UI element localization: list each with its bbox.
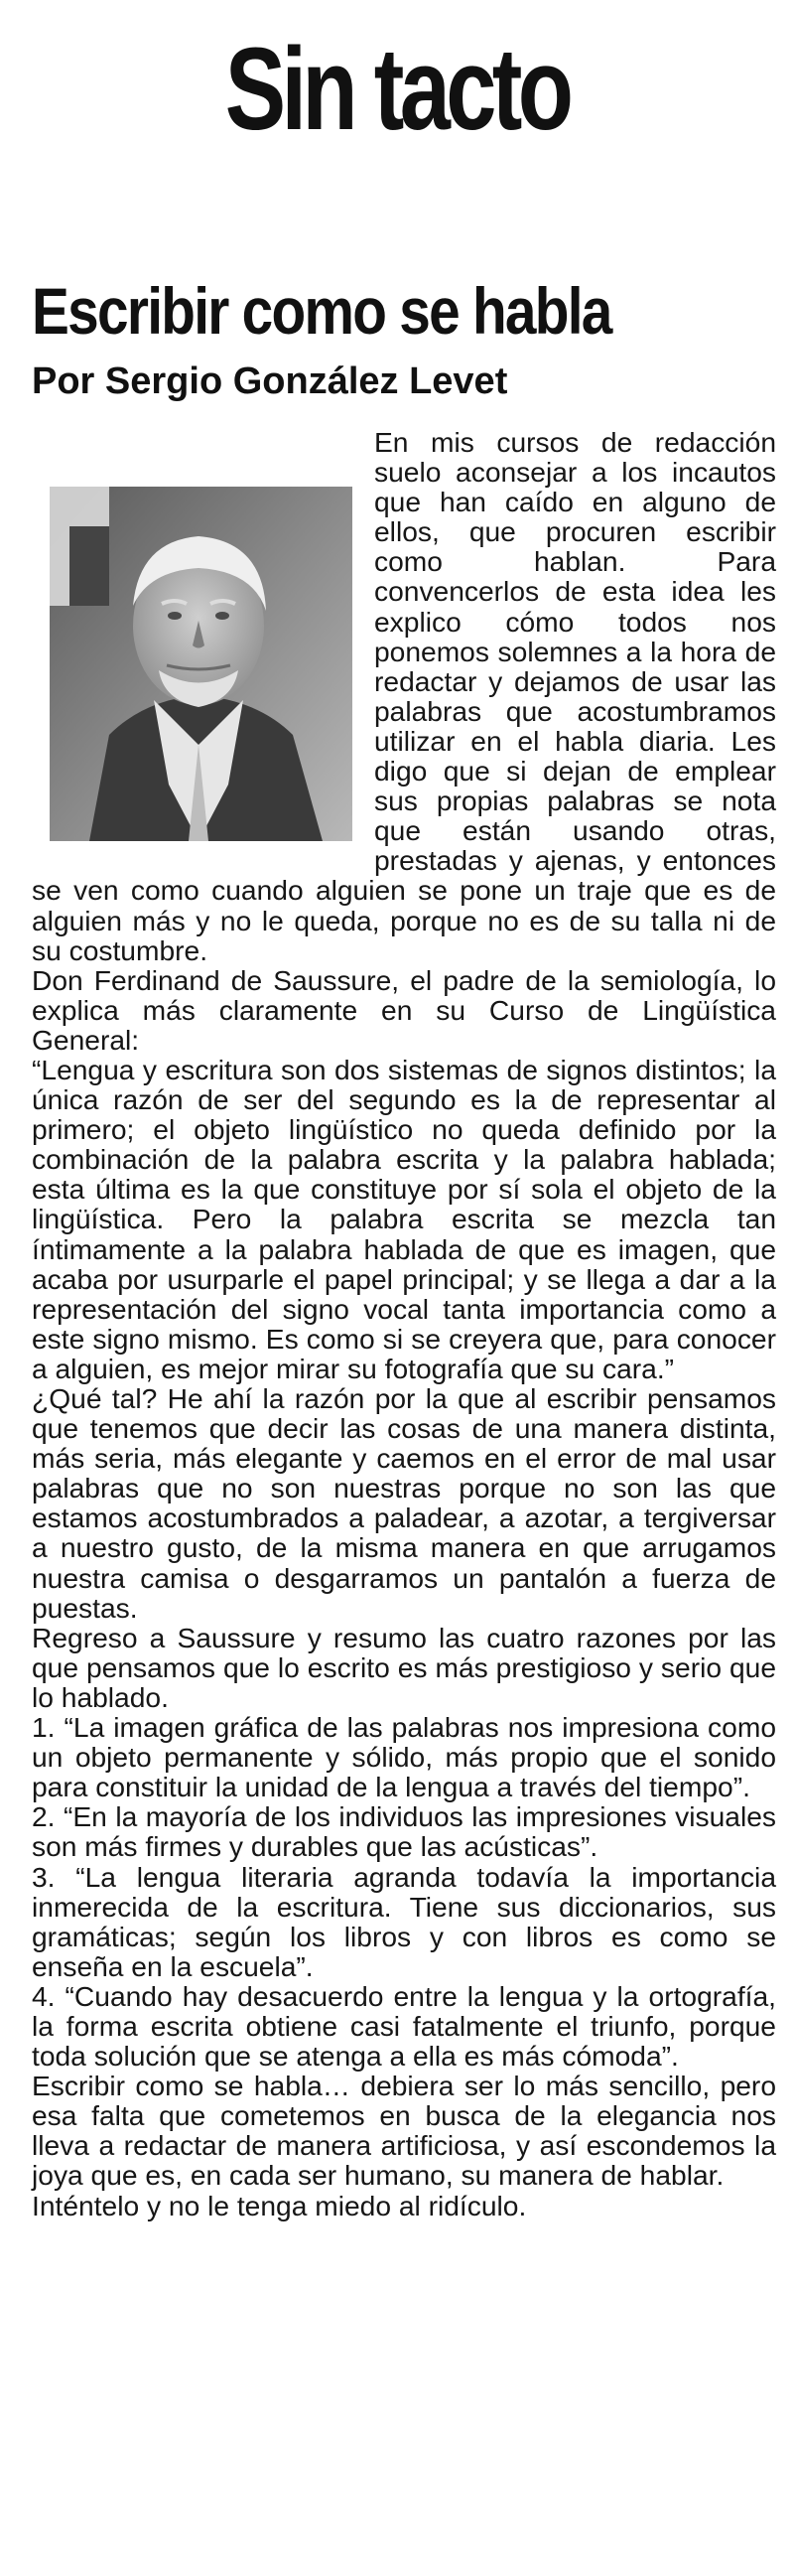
column-title: Sin tacto [224,24,570,155]
article-paragraph: En mis cursos de redacción suelo aconsejar a los incautos que han caído en alguno de ellos, que procuren escribir como hablan. Para convencerlos de esta idea les explico cómo todos nos ponemos solemnes a la hora de redactar y dejamos de usar las palabras que acostumbramos utilizar en el habla diaria. Les digo que si dejan de emplear sus propias palabras se nota que están usando otras, prestadas y ajenas, y entonces se ven como cuando alguien se pone un traje que es de alguien más y no le queda, porque no es de su talla ni de su costumbre. [32,426,776,966]
article-paragraph: 4. “Cuando hay desacuerdo entre la lengua y la ortografía, la forma escrita obtiene casi fatalmente el triunfo, porque toda solución que se atenga a ella es más cómoda”. [32,1979,776,2073]
article-paragraph: 3. “La lengua literaria agranda todavía la importancia inmerecida de la escritura. Tiene sus diccionarios, sus gramáticas; según los libros y con libros es como se enseña en la escuela”. [32,1860,776,1982]
article-headline: Escribir como se habla [32,274,611,348]
article-paragraph: Inténtelo y no le tenga miedo al ridículo. [32,2189,527,2221]
article-paragraph: 2. “En la mayoría de los individuos las impresiones visuales son más firmes y durables que las acústicas”. [32,1800,776,1863]
article-byline: Por Sergio González Levet [32,360,508,402]
article-paragraph: Regreso a Saussure y resumo las cuatro razones por las que pensamos que lo escrito es más prestigioso y serio que lo hablado. [32,1621,776,1713]
article-paragraph: 1. “La imagen gráfica de las palabras nos impresiona como un objeto permanente y sólido, más propio que el sonido para constituir la unidad de la lengua a través del tiempo”. [32,1711,776,1803]
article-paragraph: Don Ferdinand de Saussure, el padre de la semiología, lo explica más claramente en su Curso de Lingüística General: [32,963,776,1056]
article-paragraph: “Lengua y escritura son dos sistemas de signos distintos; la única razón de ser del segundo es la de representar al primero; el objeto lingüístico no queda definido por la combinación de la palabra escrita y la palabra hablada; esta última es la que constituye por sí sola el objeto de la lingüística. Pero la palabra escrita se mezcla tan íntimamente a la palabra hablada de que es imagen, que acaba por usurparle el papel principal; y se llega a dar a la representación del signo vocal tanta importancia como a este signo mismo. Es como si se creyera que, para conocer a alguien, es mejor mirar su fotografía que su cara.” [32,1053,776,1384]
author-photo [50,487,352,841]
article-paragraph: Escribir como se habla… debiera ser lo más sencillo, pero esa falta que cometemos en busca de la elegancia nos lleva a redactar de manera artificiosa, y así escondemos la joya que es, en cada ser humano, su manera de hablar. [32,2070,776,2192]
article-paragraph: ¿Qué tal? He ahí la razón por la que al escribir pensamos que tenemos que decir las cosas de una manera distinta, más seria, más elegante y caemos en el error de mal usar palabras que no son nuestras porque no son las que estamos acostumbrados a paladear, a azotar, a tergiversar a nuestro gusto, de la misma manera en que arrugamos nuestra camisa o desgarramos un pantalón a fuerza de puestas. [32,1382,776,1624]
